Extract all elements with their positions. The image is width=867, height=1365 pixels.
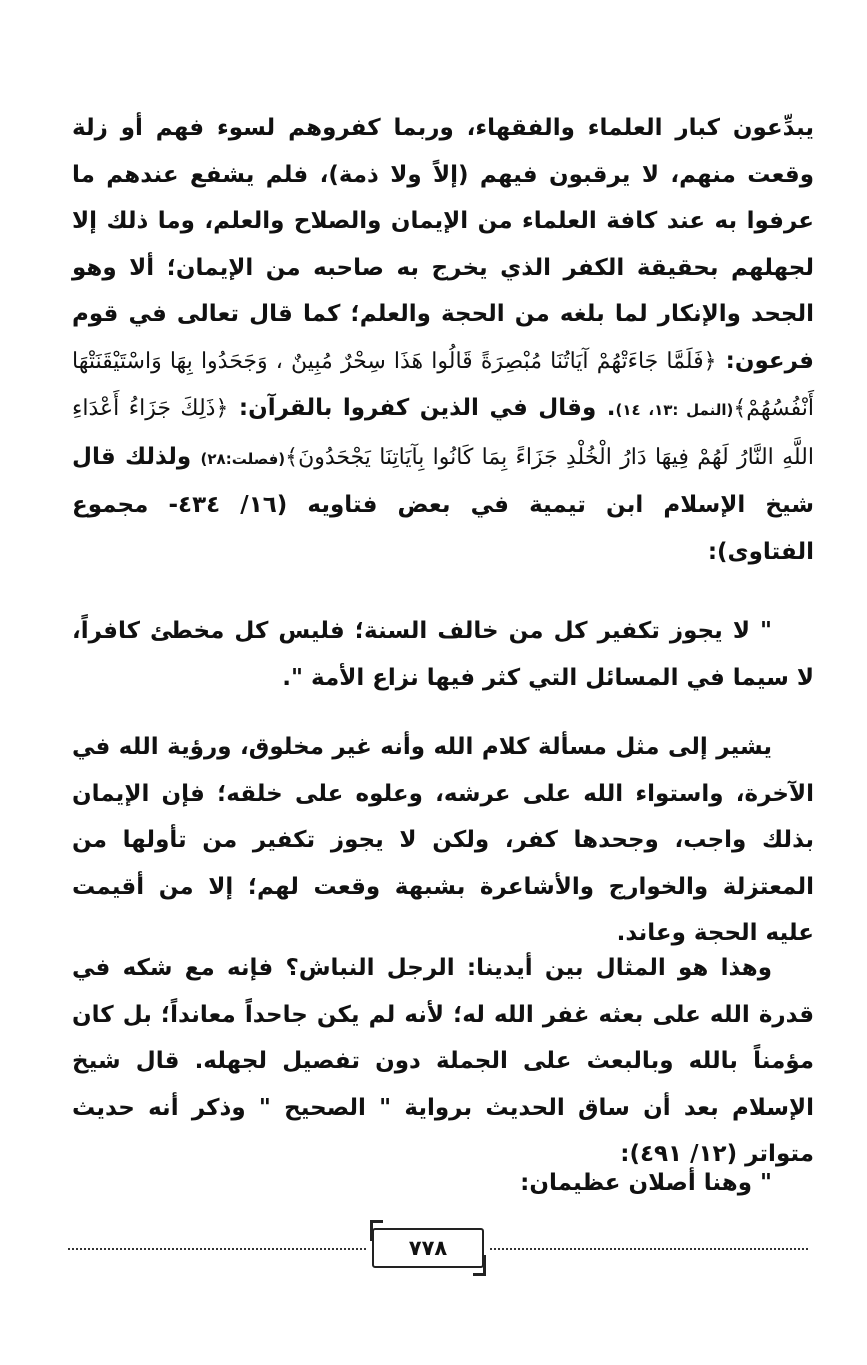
page-number: ٧٧٨ [408,1236,448,1260]
quran-verse: ﴿ذَلِكَ جَزَاءُ أَعْدَاءِ اللَّهِ النَّارُ لَهُمْ فِيهَا دَارُ الْخُلْدِ جَزَاءً بِمَا كَانُوا بِآيَاتِنَا يَجْحَدُونَ﴾ [72,396,814,470]
text-segment: يشير إلى مثل مسألة كلام الله وأنه غير مخلوق، ورؤية الله في الآخرة، واستواء الله على عرشه، وعلوه على خلقه؛ فإن الإيمان بذلك واجب، وجحدها كفر، ولكن لا يجوز تكفير من تأولها من المعتزلة والخوارج والأشاعرة بشبهة وقعت لهم؛ إلا من أقيمت عليه الحجة وعاند. [72,734,814,946]
text-segment: وهذا هو المثال بين أيدينا: الرجل النباش؟ فإنه مع شكه في قدرة الله على بعثه غفر الله له؛ لأنه لم يكن جاحداً معانداً؛ بل كان مؤمناً بالله وبالبعث على الجملة دون تفصيل لجهله. قال شيخ الإسلام بعد أن ساق الحديث برواية " الصحيح " وذكر أنه حديث متواتر (١٢/ ٤٩١): [72,955,814,1167]
text-segment: يبدِّعون كبار العلماء والفقهاء، وربما كفروهم لسوء فهم أو زلة وقعت منهم، لا يرقبون فيهم (إلاً ولا ذمة)، فلم يشفع عندهم ما عرفوا به عند كافة العلماء من الإيمان والصلاح والعلم، وما ذلك إلا لجهلهم بحقيقة الكفر الذي يخرج به صاحبه من الإيمان؛ ألا وهو الجحد والإنكار لما بلغه من الحجة والعلم؛ كما قال تعالى في قوم فرعون: [72,115,814,374]
paragraph-1 [72,105,814,575]
body-text [72,105,814,575]
verse-reference: (النمل :١٣، ١٤) [615,401,734,419]
text-segment: " وهنا أصلان عظيمان: [520,1170,772,1196]
closing-block [72,1160,814,1207]
paragraph-3 [72,724,814,957]
explanation-block [72,724,814,957]
page-number-box [372,1228,484,1268]
verse-reference: (فصلت:٢٨) [200,449,286,468]
paragraph-5 [72,1160,814,1207]
paragraph-4 [72,945,814,1178]
footer-divider-right [490,1248,808,1250]
quote-block [72,608,814,701]
ornament-icon [370,1220,383,1241]
text-segment: " لا يجوز تكفير كل من خالف السنة؛ فليس كل مخطئ كافراً، لا سيما في المسائل التي كثر فيها نزاع الأمة ". [72,618,814,691]
quran-verse: ﴿فَلَمَّا جَاءَتْهُمْ آيَاتُنَا مُبْصِرَةً قَالُوا هَذَا سِحْرٌ مُبِينٌ ، وَجَحَدُوا بِهَا وَاسْتَيْقَنَتْهَا أَنْفُسُهُمْ﴾ [72,348,815,421]
example-block [72,945,814,1178]
ornament-icon [473,1255,486,1276]
paragraph-2 [72,608,814,701]
text-segment: . وقال في الذين كفروا بالقرآن: [228,395,616,421]
text-segment: ولذلك قال شيخ الإسلام ابن تيمية في بعض فتاويه (١٦/ ٤٣٤- مجموع الفتاوى): [72,443,814,565]
footer-divider-left [68,1248,366,1250]
